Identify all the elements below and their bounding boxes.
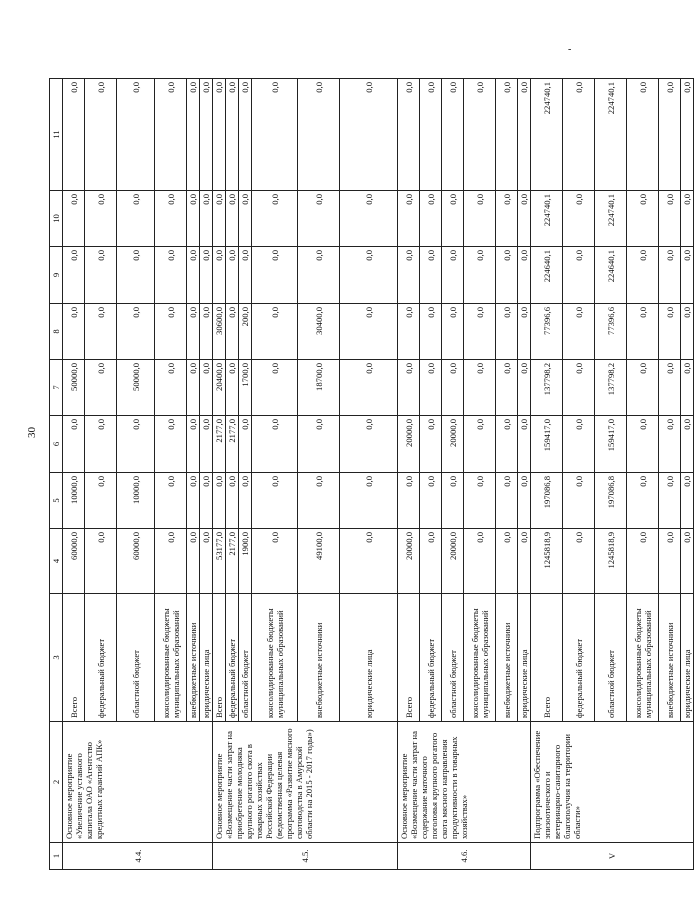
amount-cell: 0,0 (627, 360, 659, 416)
amount-cell: 0,0 (200, 79, 213, 191)
amount-cell: 0,0 (187, 529, 200, 594)
amount-cell: 0,0 (563, 304, 595, 360)
header-row (50, 79, 63, 870)
funding-source: консолидированные бюджеты муниципальных образований (464, 594, 496, 722)
amount-cell: 0,0 (63, 416, 85, 473)
amount-cell: 0,0 (252, 360, 298, 416)
amount-cell: 0,0 (226, 360, 239, 416)
funding-source: юридические лица (200, 594, 213, 722)
header-cell: 2 (50, 722, 63, 843)
amount-cell: 20000,0 (442, 416, 464, 473)
amount-cell: 0,0 (464, 473, 496, 529)
amount-cell: 0,0 (681, 79, 694, 191)
amount-cell: 0,0 (398, 473, 420, 529)
amount-cell: 224740,1 (595, 191, 627, 247)
amount-cell: 137798,2 (531, 360, 563, 416)
amount-cell: 0,0 (213, 247, 226, 304)
amount-cell: 224640,1 (595, 247, 627, 304)
amount-cell: 0,0 (226, 473, 239, 529)
amount-cell: 0,0 (117, 304, 155, 360)
amount-cell: 0,0 (627, 247, 659, 304)
amount-cell: 30600,0 (213, 304, 226, 360)
amount-cell: 0,0 (442, 473, 464, 529)
header-cell: 7 (50, 360, 63, 416)
amount-cell: 0,0 (420, 360, 442, 416)
amount-cell: 0,0 (659, 247, 681, 304)
amount-cell: 0,0 (298, 473, 340, 529)
amount-cell: 0,0 (187, 191, 200, 247)
amount-cell: 30400,0 (298, 304, 340, 360)
amount-cell: 0,0 (252, 247, 298, 304)
amount-cell: 137798,2 (595, 360, 627, 416)
amount-cell: 0,0 (200, 360, 213, 416)
amount-cell: 0,0 (464, 416, 496, 473)
amount-cell: 60000,0 (117, 529, 155, 594)
amount-cell: 0,0 (200, 529, 213, 594)
amount-cell: 0,0 (563, 416, 595, 473)
amount-cell: 0,0 (187, 416, 200, 473)
amount-cell: 0,0 (85, 304, 117, 360)
amount-cell: 0,0 (200, 416, 213, 473)
amount-cell: 0,0 (252, 473, 298, 529)
amount-cell: 0,0 (563, 360, 595, 416)
amount-cell: 0,0 (187, 304, 200, 360)
amount-cell: 0,0 (187, 79, 200, 191)
amount-cell: 0,0 (340, 247, 398, 304)
funding-source: Всего (398, 594, 420, 722)
funding-source: областной бюджет (117, 594, 155, 722)
amount-cell: 0,0 (563, 79, 595, 191)
amount-cell: 0,0 (252, 191, 298, 247)
amount-cell: 197086,8 (531, 473, 563, 529)
amount-cell: 10000,0 (117, 473, 155, 529)
funding-source: внебюджетные источники (496, 594, 518, 722)
amount-cell: 0,0 (442, 79, 464, 191)
amount-cell: 77396,6 (531, 304, 563, 360)
amount-cell: 0,0 (420, 473, 442, 529)
amount-cell: 0,0 (518, 360, 531, 416)
header-cell: 1 (50, 843, 63, 870)
amount-cell: 0,0 (85, 191, 117, 247)
amount-cell: 49100,0 (298, 529, 340, 594)
funding-source: внебюджетные источники (659, 594, 681, 722)
amount-cell: 0,0 (252, 79, 298, 191)
amount-cell: 0,0 (420, 191, 442, 247)
amount-cell: 0,0 (420, 79, 442, 191)
funding-source: консолидированные бюджеты муниципальных образований (252, 594, 298, 722)
amount-cell: 197086,8 (595, 473, 627, 529)
amount-cell: 0,0 (518, 416, 531, 473)
amount-cell: 0,0 (340, 473, 398, 529)
amount-cell: 0,0 (681, 360, 694, 416)
header-cell: 10 (50, 191, 63, 247)
amount-cell: 0,0 (298, 79, 340, 191)
amount-cell: 0,0 (239, 247, 252, 304)
amount-cell: 0,0 (213, 191, 226, 247)
amount-cell: 50000,0 (63, 360, 85, 416)
amount-cell: 1245818,9 (595, 529, 627, 594)
amount-cell: 0,0 (200, 191, 213, 247)
amount-cell: 2177,0 (213, 416, 226, 473)
amount-cell: 0,0 (563, 473, 595, 529)
page-number: 30 (26, 427, 38, 438)
amount-cell: 0,0 (420, 304, 442, 360)
amount-cell: 0,0 (442, 360, 464, 416)
amount-cell: 0,0 (442, 247, 464, 304)
amount-cell: 0,0 (627, 191, 659, 247)
amount-cell: 0,0 (681, 473, 694, 529)
funding-source: областной бюджет (239, 594, 252, 722)
item-name: Основное мероприятие «Возмещение части затрат на приобретение молодняка крупного рогатого скота в товарных хозяйствах Российской Федерации (ведомственная целевая программа «Развитие мясного скотоводства в Амурской области на 2015 - 2017 годы») (213, 722, 398, 843)
amount-cell: 0,0 (496, 473, 518, 529)
amount-cell: 0,0 (681, 416, 694, 473)
table-row (531, 79, 563, 870)
amount-cell: 0,0 (239, 191, 252, 247)
amount-cell: 20000,0 (442, 529, 464, 594)
funding-source: федеральный бюджет (85, 594, 117, 722)
amount-cell: 0,0 (659, 416, 681, 473)
amount-cell: 0,0 (496, 191, 518, 247)
amount-cell: 0,0 (155, 416, 187, 473)
amount-cell: 0,0 (496, 304, 518, 360)
amount-cell: 0,0 (659, 304, 681, 360)
amount-cell: 0,0 (155, 304, 187, 360)
amount-cell: 0,0 (226, 304, 239, 360)
amount-cell: 0,0 (117, 416, 155, 473)
amount-cell: 0,0 (496, 416, 518, 473)
amount-cell: 0,0 (117, 191, 155, 247)
amount-cell: 18700,0 (298, 360, 340, 416)
amount-cell: 0,0 (464, 529, 496, 594)
amount-cell: 0,0 (464, 360, 496, 416)
amount-cell: 0,0 (464, 304, 496, 360)
amount-cell: 0,0 (496, 529, 518, 594)
amount-cell: 0,0 (627, 304, 659, 360)
amount-cell: 0,0 (398, 191, 420, 247)
rotated-table-container (49, 79, 692, 870)
scan-mark: - (568, 44, 572, 55)
item-code: V (531, 843, 694, 870)
funding-source: областной бюджет (595, 594, 627, 722)
amount-cell: 0,0 (420, 529, 442, 594)
amount-cell: 0,0 (85, 416, 117, 473)
amount-cell: 0,0 (239, 416, 252, 473)
amount-cell: 0,0 (226, 79, 239, 191)
amount-cell: 159417,0 (595, 416, 627, 473)
amount-cell: 0,0 (155, 79, 187, 191)
funding-source: Всего (531, 594, 563, 722)
amount-cell: 0,0 (340, 304, 398, 360)
amount-cell: 0,0 (496, 79, 518, 191)
funding-source: федеральный бюджет (563, 594, 595, 722)
amount-cell: 0,0 (442, 191, 464, 247)
amount-cell: 0,0 (563, 247, 595, 304)
amount-cell: 0,0 (213, 473, 226, 529)
amount-cell: 1245818,9 (531, 529, 563, 594)
amount-cell: 53177,0 (213, 529, 226, 594)
amount-cell: 0,0 (155, 247, 187, 304)
funding-source: юридические лица (340, 594, 398, 722)
amount-cell: 0,0 (340, 529, 398, 594)
amount-cell: 0,0 (518, 247, 531, 304)
amount-cell: 77396,6 (595, 304, 627, 360)
header-cell: 5 (50, 473, 63, 529)
amount-cell: 20000,0 (398, 416, 420, 473)
amount-cell: 0,0 (85, 360, 117, 416)
amount-cell: 0,0 (117, 79, 155, 191)
amount-cell: 0,0 (420, 247, 442, 304)
funding-source: юридические лица (518, 594, 531, 722)
amount-cell: 0,0 (63, 79, 85, 191)
amount-cell: 0,0 (518, 304, 531, 360)
funding-source: Всего (213, 594, 226, 722)
amount-cell: 0,0 (340, 191, 398, 247)
funding-source: федеральный бюджет (420, 594, 442, 722)
amount-cell: 10000,0 (63, 473, 85, 529)
amount-cell: 0,0 (659, 191, 681, 247)
amount-cell: 0,0 (85, 529, 117, 594)
funding-source: консолидированные бюджеты муниципальных образований (627, 594, 659, 722)
amount-cell: 0,0 (518, 79, 531, 191)
amount-cell: 0,0 (496, 247, 518, 304)
funding-source: внебюджетные источники (187, 594, 200, 722)
amount-cell: 0,0 (155, 191, 187, 247)
amount-cell: 0,0 (681, 191, 694, 247)
amount-cell: 0,0 (518, 529, 531, 594)
funding-source: юридические лица (681, 594, 694, 722)
amount-cell: 0,0 (298, 191, 340, 247)
table-row (63, 79, 85, 870)
amount-cell: 2177,0 (226, 529, 239, 594)
amount-cell: 0,0 (659, 529, 681, 594)
item-name: Основное мероприятие «Увеличение уставного капитала ОАО «Агентство кредитных гарантий АПК» (63, 722, 213, 843)
amount-cell: 0,0 (252, 529, 298, 594)
amount-cell: 0,0 (63, 304, 85, 360)
amount-cell: 0,0 (627, 416, 659, 473)
amount-cell: 0,0 (63, 191, 85, 247)
header-cell: 4 (50, 529, 63, 594)
amount-cell: 0,0 (627, 529, 659, 594)
amount-cell: 0,0 (213, 79, 226, 191)
amount-cell: 0,0 (627, 79, 659, 191)
amount-cell: 0,0 (340, 416, 398, 473)
amount-cell: 224640,1 (531, 247, 563, 304)
item-name: Подпрограмма «Обеспечение эпизоотического и ветеринарно-санитарного благополучия на территории области» (531, 722, 694, 843)
amount-cell: 0,0 (155, 473, 187, 529)
amount-cell: 0,0 (85, 79, 117, 191)
amount-cell: 1700,0 (239, 360, 252, 416)
amount-cell: 1900,0 (239, 529, 252, 594)
amount-cell: 0,0 (681, 529, 694, 594)
item-code: 4.4. (63, 843, 213, 870)
amount-cell: 0,0 (420, 416, 442, 473)
item-code: 4.6. (398, 843, 531, 870)
amount-cell: 0,0 (340, 79, 398, 191)
header-cell: 11 (50, 79, 63, 191)
amount-cell: 0,0 (518, 191, 531, 247)
amount-cell: 0,0 (187, 247, 200, 304)
amount-cell: 0,0 (464, 191, 496, 247)
amount-cell: 0,0 (85, 473, 117, 529)
amount-cell: 0,0 (298, 416, 340, 473)
amount-cell: 0,0 (563, 191, 595, 247)
amount-cell: 0,0 (239, 79, 252, 191)
amount-cell: 0,0 (200, 473, 213, 529)
amount-cell: 0,0 (187, 473, 200, 529)
amount-cell: 50000,0 (117, 360, 155, 416)
amount-cell: 20000,0 (398, 529, 420, 594)
amount-cell: 0,0 (518, 473, 531, 529)
amount-cell: 0,0 (398, 247, 420, 304)
amount-cell: 0,0 (496, 360, 518, 416)
header-cell: 3 (50, 594, 63, 722)
amount-cell: 0,0 (398, 360, 420, 416)
amount-cell: 0,0 (681, 247, 694, 304)
header-cell: 6 (50, 416, 63, 473)
table-row (398, 79, 420, 870)
amount-cell: 0,0 (200, 247, 213, 304)
amount-cell: 0,0 (464, 79, 496, 191)
amount-cell: 0,0 (226, 191, 239, 247)
amount-cell: 0,0 (63, 247, 85, 304)
amount-cell: 0,0 (117, 247, 155, 304)
amount-cell: 0,0 (340, 360, 398, 416)
amount-cell: 0,0 (226, 247, 239, 304)
funding-source: областной бюджет (442, 594, 464, 722)
amount-cell: 0,0 (563, 529, 595, 594)
table-row (213, 79, 226, 870)
amount-cell: 0,0 (85, 247, 117, 304)
amount-cell: 0,0 (298, 247, 340, 304)
amount-cell: 0,0 (252, 416, 298, 473)
funding-source: консолидированные бюджеты муниципальных образований (155, 594, 187, 722)
amount-cell: 0,0 (681, 304, 694, 360)
amount-cell: 2177,0 (226, 416, 239, 473)
amount-cell: 60000,0 (63, 529, 85, 594)
amount-cell: 159417,0 (531, 416, 563, 473)
item-code: 4.5. (213, 843, 398, 870)
amount-cell: 224740,1 (595, 79, 627, 191)
amount-cell: 20400,0 (213, 360, 226, 416)
amount-cell: 0,0 (200, 304, 213, 360)
funding-source: внебюджетные источники (298, 594, 340, 722)
amount-cell: 0,0 (627, 473, 659, 529)
amount-cell: 224740,1 (531, 191, 563, 247)
amount-cell: 0,0 (155, 529, 187, 594)
header-cell: 9 (50, 247, 63, 304)
header-cell: 8 (50, 304, 63, 360)
amount-cell: 200,0 (239, 304, 252, 360)
amount-cell: 0,0 (442, 304, 464, 360)
funding-table (49, 78, 694, 870)
amount-cell: 0,0 (659, 360, 681, 416)
amount-cell: 0,0 (252, 304, 298, 360)
amount-cell: 0,0 (464, 247, 496, 304)
amount-cell: 0,0 (398, 79, 420, 191)
amount-cell: 0,0 (155, 360, 187, 416)
amount-cell: 0,0 (187, 360, 200, 416)
amount-cell: 0,0 (398, 304, 420, 360)
amount-cell: 0,0 (659, 79, 681, 191)
amount-cell: 224740,1 (531, 79, 563, 191)
amount-cell: 0,0 (239, 473, 252, 529)
amount-cell: 0,0 (659, 473, 681, 529)
item-name: Основное мероприятие «Возмещение части затрат на содержание маточного поголовья крупного рогатого скота мясного направления продуктивности в товарных хозяйствах» (398, 722, 531, 843)
funding-source: федеральный бюджет (226, 594, 239, 722)
funding-source: Всего (63, 594, 85, 722)
